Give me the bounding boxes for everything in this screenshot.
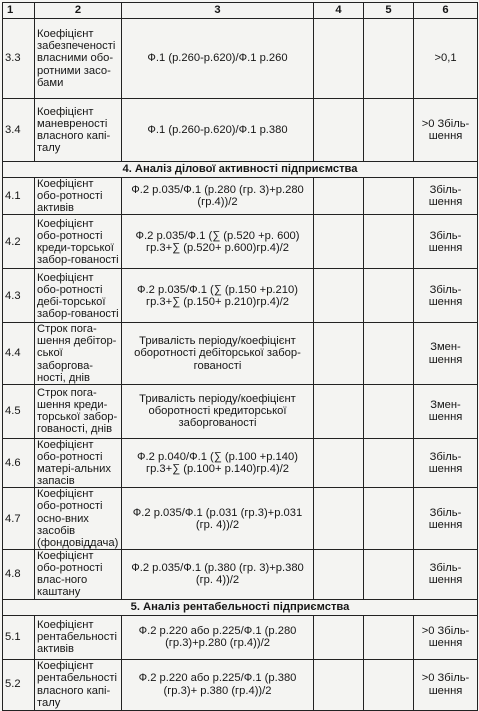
header-cell-5: 5 <box>364 3 414 19</box>
table-row <box>3 659 478 710</box>
row-number: 4.6 <box>3 438 35 487</box>
indicator-name: Коефіцієнт забезпеченості власними обо-ротними засо-бами <box>35 19 122 99</box>
value-col-4 <box>314 615 364 659</box>
row-number: 3.3 <box>3 19 35 99</box>
table-row <box>3 323 478 384</box>
row-number: 3.4 <box>3 99 35 162</box>
norm-value: >0 Збіль-шення <box>414 99 478 162</box>
indicator-name: Коефіцієнт обо-ротності осно-вних засобів (фондовіддача) <box>35 488 122 550</box>
indicator-name: Коефіцієнт обо-ротності креди-торської забор-гованості <box>35 215 122 269</box>
value-col-5 <box>364 438 414 487</box>
value-col-4 <box>314 550 364 599</box>
row-number: 4.2 <box>3 215 35 269</box>
value-col-4 <box>314 659 364 710</box>
value-col-5 <box>364 323 414 384</box>
table-row <box>3 384 478 438</box>
value-col-4 <box>314 384 364 438</box>
row-number: 4.3 <box>3 269 35 323</box>
norm-value: Збіль-шення <box>414 488 478 550</box>
indicator-name: Коефіцієнт обо-ротності дебі-торської забор-гованості <box>35 269 122 323</box>
norm-value: Збіль-шення <box>414 438 478 487</box>
section-title: 5. Аналіз рентабельності підприємства <box>3 599 478 615</box>
header-cell-2: 2 <box>35 3 122 19</box>
indicator-formula: Ф.2 р.220 або р.225/Ф.1 (р.280 (гр.3)+р.280 (гр.4))/2 <box>122 615 314 659</box>
table-row <box>3 550 478 599</box>
indicator-name: Коефіцієнт обо-ротності матері-альних запасів <box>35 438 122 487</box>
value-col-5 <box>364 269 414 323</box>
row-number: 5.1 <box>3 615 35 659</box>
indicator-formula: Тривалість періоду/коефіцієнт оборотності дебіторської забор-гованості <box>122 323 314 384</box>
indicator-formula: Ф.2 р.035/Ф.1 (р.031 (гр.3)+р.031 (гр. 4))/2 <box>122 488 314 550</box>
value-col-5 <box>364 550 414 599</box>
row-number: 4.8 <box>3 550 35 599</box>
value-col-5 <box>364 215 414 269</box>
header-cell-4: 4 <box>314 3 364 19</box>
indicator-name: Коефіцієнт рентабельності активів <box>35 615 122 659</box>
norm-value: Змен-шення <box>414 323 478 384</box>
value-col-4 <box>314 269 364 323</box>
table-row <box>3 178 478 215</box>
indicator-formula: Ф.2 р.035/Ф.1 (р.380 (гр. 3)+р.380 (гр. 4))/2 <box>122 550 314 599</box>
indicator-name: Строк пога-шення дебітор-ської заборгова-ності, днів <box>35 323 122 384</box>
indicator-formula: Ф.2 р.040/Ф.1 (∑ (р.100 +р.140) гр.3+∑ (р.100+ р.140)гр.4)/2 <box>122 438 314 487</box>
indicator-name: Коефіцієнт обо-ротності активів <box>35 178 122 215</box>
norm-value: Збіль-шення <box>414 269 478 323</box>
row-number: 4.1 <box>3 178 35 215</box>
norm-value: Збіль-шення <box>414 178 478 215</box>
header-cell-3: 3 <box>122 3 314 19</box>
table-row <box>3 438 478 487</box>
indicators-table <box>2 2 478 711</box>
norm-value: Збіль-шення <box>414 550 478 599</box>
row-number: 4.4 <box>3 323 35 384</box>
indicator-name: Строк пога-шення креди-торської забор-гованості, днів <box>35 384 122 438</box>
value-col-5 <box>364 488 414 550</box>
norm-value: Змен-шення <box>414 384 478 438</box>
norm-value: Збіль-шення <box>414 215 478 269</box>
indicator-formula: Тривалість періоду/коефіцієнт оборотності кредиторської заборгованості <box>122 384 314 438</box>
norm-value: >0,1 <box>414 19 478 99</box>
value-col-4 <box>314 99 364 162</box>
value-col-4 <box>314 215 364 269</box>
value-col-4 <box>314 488 364 550</box>
indicator-formula: Ф.2 р.035/Ф.1 (р.280 (гр. 3)+р.280 (гр.4))/2 <box>122 178 314 215</box>
indicator-formula: Ф.2 р.035/Ф.1 (∑ (р.520 +р. 600) гр.3+∑ (р.520+ р.600)гр.4)/2 <box>122 215 314 269</box>
indicator-formula: Ф.1 (р.260-р.620)/Ф.1 р.260 <box>122 19 314 99</box>
value-col-4 <box>314 438 364 487</box>
value-col-5 <box>364 99 414 162</box>
section-row <box>3 162 478 178</box>
value-col-5 <box>364 615 414 659</box>
row-number: 5.2 <box>3 659 35 710</box>
header-row <box>3 3 478 19</box>
value-col-4 <box>314 323 364 384</box>
table-row <box>3 215 478 269</box>
table-row <box>3 19 478 99</box>
header-cell-1: 1 <box>3 3 35 19</box>
indicator-formula: Ф.2 р.035/Ф.1 (∑ (р.150 +р.210) гр.3+∑ (р.150+ р.210)гр.4)/2 <box>122 269 314 323</box>
section-row <box>3 599 478 615</box>
indicator-formula: Ф.1 (р.260-р.620)/Ф.1 р.380 <box>122 99 314 162</box>
indicator-name: Коефіцієнт маневреності власного капі-талу <box>35 99 122 162</box>
value-col-4 <box>314 19 364 99</box>
value-col-5 <box>364 384 414 438</box>
row-number: 4.7 <box>3 488 35 550</box>
section-title: 4. Аналіз ділової активності підприємства <box>3 162 478 178</box>
row-number: 4.5 <box>3 384 35 438</box>
value-col-5 <box>364 659 414 710</box>
header-cell-6: 6 <box>414 3 478 19</box>
indicator-name: Коефіцієнт рентабельності власного капі-талу <box>35 659 122 710</box>
table-row <box>3 615 478 659</box>
table-row <box>3 99 478 162</box>
table-row <box>3 269 478 323</box>
value-col-4 <box>314 178 364 215</box>
table-row <box>3 488 478 550</box>
value-col-5 <box>364 19 414 99</box>
norm-value: >0 Збіль-шення <box>414 659 478 710</box>
value-col-5 <box>364 178 414 215</box>
table-body <box>3 3 478 711</box>
norm-value: >0 Збіль-шення <box>414 615 478 659</box>
indicator-formula: Ф.2 р.220 або р.225/Ф.1 (р.380 (гр.3)+ р.380 (гр.4))/2 <box>122 659 314 710</box>
indicator-name: Коефіцієнт обо-ротності влас-ного каштану <box>35 550 122 599</box>
